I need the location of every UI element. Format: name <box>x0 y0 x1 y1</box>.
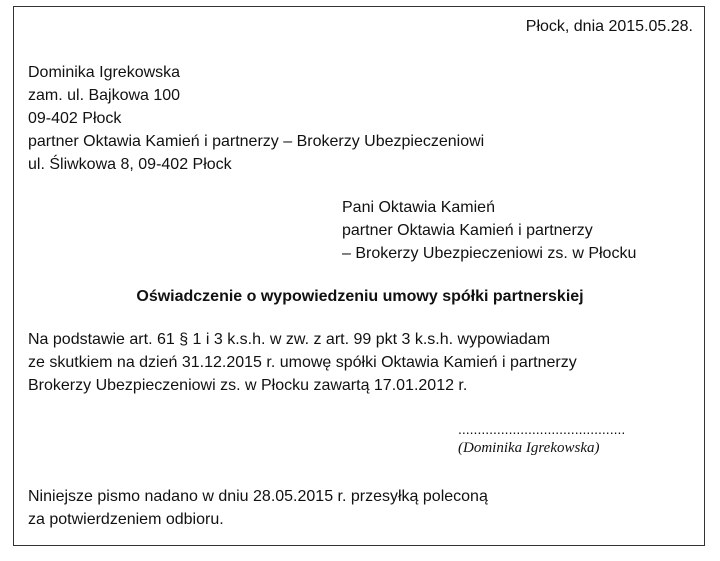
footer-line: Niniejsze pismo nadano w dniu 28.05.2015 r. przesyłką poleconą <box>28 488 488 505</box>
body-paragraph <box>28 328 577 397</box>
sender-role: partner Oktawia Kamień i partnerzy – Brokerzy Ubezpieczeniowi <box>28 133 485 150</box>
recipient-name: Pani Oktawia Kamień <box>342 199 495 216</box>
document-title: Oświadczenie o wypowiedzeniu umowy spółki partnerskiej <box>136 288 584 305</box>
body-line: Brokerzy Ubezpieczeniowi zs. w Płocku zawartą 17.01.2012 r. <box>28 377 468 394</box>
recipient-company: – Brokerzy Ubezpieczeniowi zs. w Płocku <box>342 245 637 262</box>
sender-block <box>28 61 484 176</box>
footer-note <box>28 485 488 531</box>
date-line: Płock, dnia 2015.05.28. <box>525 18 693 35</box>
body-line: Na podstawie art. 61 § 1 i 3 k.s.h. w zw. z art. 99 pkt 3 k.s.h. wypowiadam <box>28 331 551 348</box>
sender-company-address: ul. Śliwkowa 8, 09-402 Płock <box>28 156 232 173</box>
footer-line: za potwierdzeniem odbioru. <box>28 511 224 528</box>
signature-line: ........................................... <box>458 421 626 437</box>
sender-name: Dominika Igrekowska <box>28 64 181 81</box>
body-line: ze skutkiem na dzień 31.12.2015 r. umowę spółki Oktawia Kamień i partnerzy <box>28 354 577 371</box>
signature-block <box>458 420 625 458</box>
signature-name: (Dominika Igrekowska) <box>458 440 600 456</box>
recipient-role: partner Oktawia Kamień i partnerzy <box>342 222 593 239</box>
recipient-block <box>342 196 636 265</box>
sender-street: zam. ul. Bajkowa 100 <box>28 87 181 104</box>
sender-city: 09-402 Płock <box>28 110 122 127</box>
